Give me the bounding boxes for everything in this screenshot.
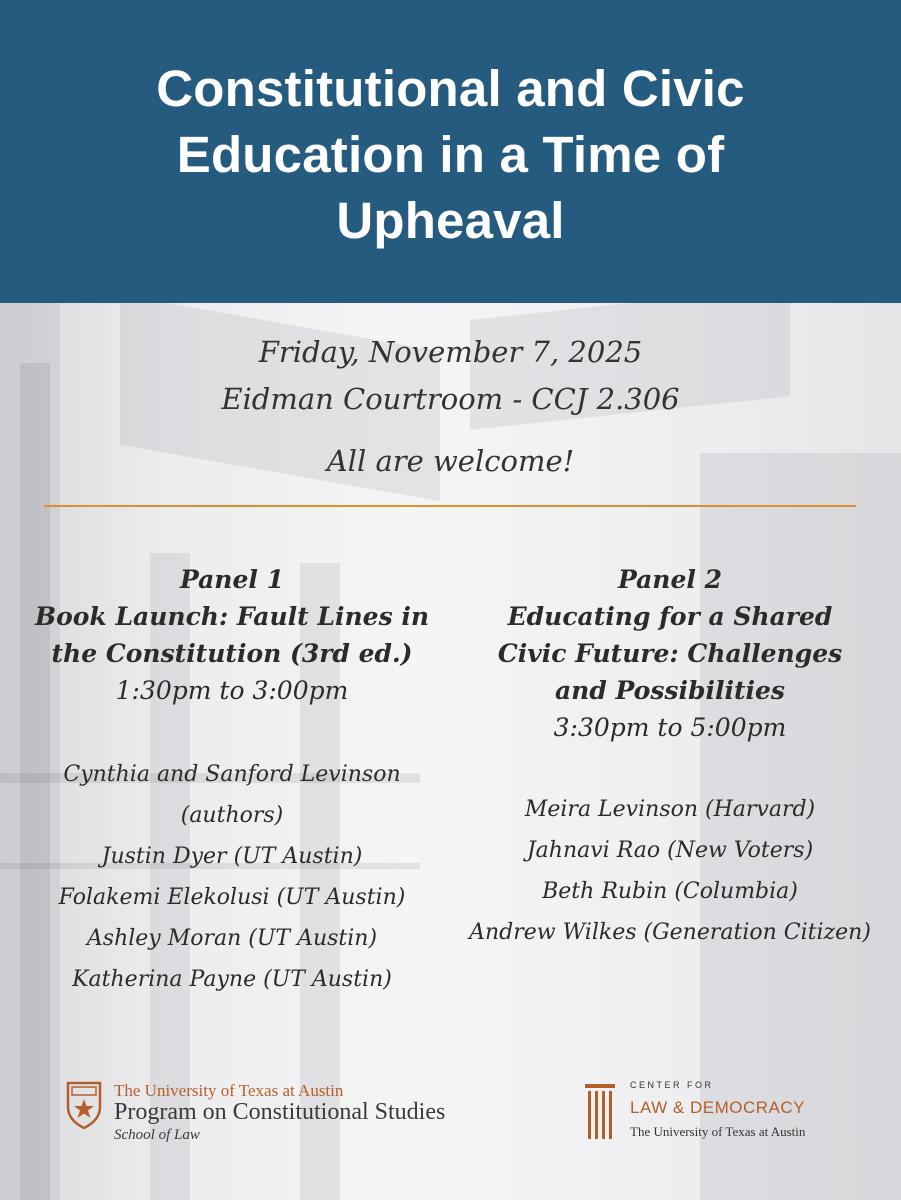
panel-number: Panel 2 [617, 565, 722, 594]
participant: Cynthia and Sanford Levinson (authors) [63, 762, 401, 828]
logo-university: The University of Texas at Austin [114, 1081, 344, 1100]
panel-time: 1:30pm to 3:00pm [115, 676, 349, 705]
program-constitutional-studies-logo [66, 1081, 506, 1143]
participant: Andrew Wilkes (Generation Citizen) [469, 920, 871, 945]
logo-center-for: CENTER FOR [630, 1080, 714, 1090]
participant: Ashley Moran (UT Austin) [86, 926, 378, 951]
welcome-text: All are welcome! [326, 444, 575, 478]
participant-list [22, 754, 442, 1000]
page-title: Constitutional and Civic Education in a Time of Upheaval [156, 59, 745, 249]
logo-university: The University of Texas at Austin [630, 1124, 806, 1139]
participant: Justin Dyer (UT Austin) [101, 844, 363, 869]
logo-school: School of Law [114, 1127, 200, 1143]
participant: Beth Rubin (Columbia) [542, 879, 798, 904]
participant-list [460, 789, 880, 953]
ut-shield-icon [66, 1081, 102, 1129]
header-banner [0, 0, 901, 303]
participant: Folakemi Elekolusi (UT Austin) [58, 885, 406, 910]
participant: Meira Levinson (Harvard) [524, 797, 816, 822]
panel-2 [460, 561, 880, 953]
panel-title: Book Launch: Fault Lines in the Constitution (3rd ed.) [34, 602, 430, 668]
logo-center-name: LAW & DEMOCRACY [630, 1098, 806, 1117]
pillars-icon [585, 1084, 615, 1142]
panel-1 [22, 561, 442, 1000]
center-law-democracy-logo [585, 1080, 845, 1142]
logo-program: Program on Constitutional Studies [114, 1099, 446, 1125]
divider [44, 505, 856, 507]
panel-title: Educating for a Shared Civic Future: Challenges and Possibilities [497, 602, 843, 705]
event-date: Friday, November 7, 2025 [258, 335, 643, 369]
panel-number: Panel 1 [179, 565, 284, 594]
participant: Jahnavi Rao (New Voters) [526, 838, 814, 863]
event-location: Eidman Courtroom - CCJ 2.306 [221, 382, 680, 416]
participant: Katherina Payne (UT Austin) [72, 967, 392, 992]
panel-time: 3:30pm to 5:00pm [553, 713, 787, 742]
